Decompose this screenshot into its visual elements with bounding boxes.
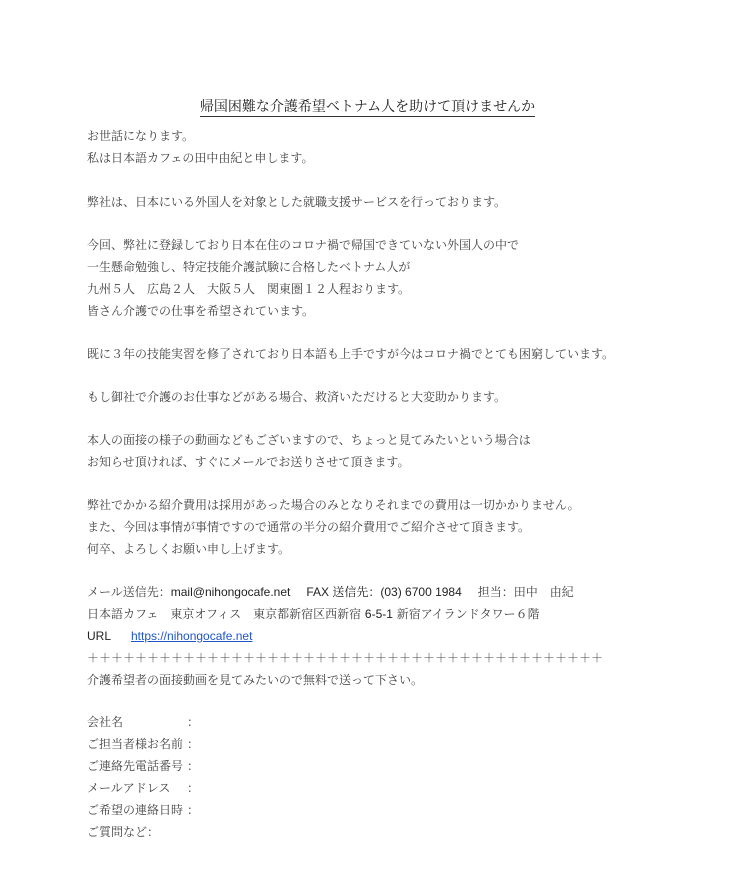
body-line: また、今回は事情が事情ですので通常の半分の紹介費用でご紹介させて頂きます。 (87, 520, 531, 534)
body-line: 既に３年の技能実習を修了されており日本語も上手ですが今はコロナ禍でとても困窮しています。 (87, 347, 615, 361)
form-intro: 介護希望者の面接動画を見てみたいので無料で送って下さい。 (87, 673, 424, 687)
body-line: 今回、弊社に登録しており日本在住のコロナ禍で帰国できていない外国人の中で (87, 238, 520, 252)
mail-address[interactable]: mail@nihongocafe.net (170, 585, 291, 599)
building-name: 新宿アイランドタワー６階 (396, 607, 540, 621)
form-field-contact-name: ご担当者様お名前 ： (87, 737, 200, 751)
body-line: 九州５人 広島２人 大阪５人 関東圏１２人程おります。 (87, 282, 411, 296)
url-label: URL (87, 629, 112, 643)
address-number: 6-5-1 (364, 607, 393, 621)
questions-label: ご質問など (87, 825, 148, 839)
form-field-questions: ご質問など： (87, 825, 160, 839)
email-label: メールアドレス (87, 781, 171, 795)
body-line: 一生懸命勉強し、特定技能介護試験に合格したベトナム人が (87, 260, 411, 274)
body-line: 皆さん介護での仕事を希望されています。 (87, 304, 315, 318)
separator-line: ＋＋＋＋＋＋＋＋＋＋＋＋＋＋＋＋＋＋＋＋＋＋＋＋＋＋＋＋＋＋＋＋＋＋＋＋＋＋＋＋＋＋＋ (87, 651, 604, 665)
form-field-email: メールアドレス ： (87, 781, 200, 795)
phone-label: ご連絡先電話番号 (87, 759, 184, 773)
office-line (87, 606, 540, 622)
datetime-label: ご希望の連絡日時 (87, 803, 184, 817)
contact-name-label: ご担当者様お名前 (87, 737, 184, 751)
form-field-company: 会社名 ： (87, 715, 200, 729)
closing-line: 何卒、よろしくお願い申し上げます。 (87, 542, 291, 556)
greeting-line: お世話になります。 (87, 129, 195, 143)
url-line (87, 628, 252, 644)
fax-number: (03) 6700 1984 (380, 585, 462, 599)
service-line: 弊社は、日本にいる外国人を対象とした就職支援サービスを行っております。 (87, 195, 507, 209)
body-line: 弊社でかかる紹介費用は採用があった場合のみとなりそれまでの費用は一切かかりません。 (87, 498, 580, 512)
form-field-phone: ご連絡先電話番号 ： (87, 759, 200, 773)
document-title: 帰国困難な介護希望ベトナム人を助けて頂けませんか (199, 99, 536, 115)
contact-line (87, 584, 574, 600)
website-link[interactable]: https://nihongocafe.net (131, 629, 253, 643)
intro-line: 私は日本語カフェの田中由紀と申します。 (87, 151, 314, 165)
body-line: もし御社で介護のお仕事などがある場合、救済いただけると大変助かります。 (87, 390, 507, 404)
company-name-label: 会社名 (87, 715, 124, 729)
fax-label: FAX 送信先： (306, 585, 381, 599)
form-field-datetime: ご希望の連絡日時 ： (87, 803, 200, 817)
office-address: 日本語カフェ 東京オフィス 東京都新宿区西新宿 (87, 607, 362, 621)
mail-label: メール送信先： (87, 585, 171, 599)
contact-person: 担当：田中 由紀 (477, 585, 574, 599)
body-line: 本人の面接の様子の動画などもございますので、ちょっと見てみたいという場合は (87, 433, 531, 447)
body-line: お知らせ頂ければ、すぐにメールでお送りさせて頂きます。 (87, 455, 410, 469)
